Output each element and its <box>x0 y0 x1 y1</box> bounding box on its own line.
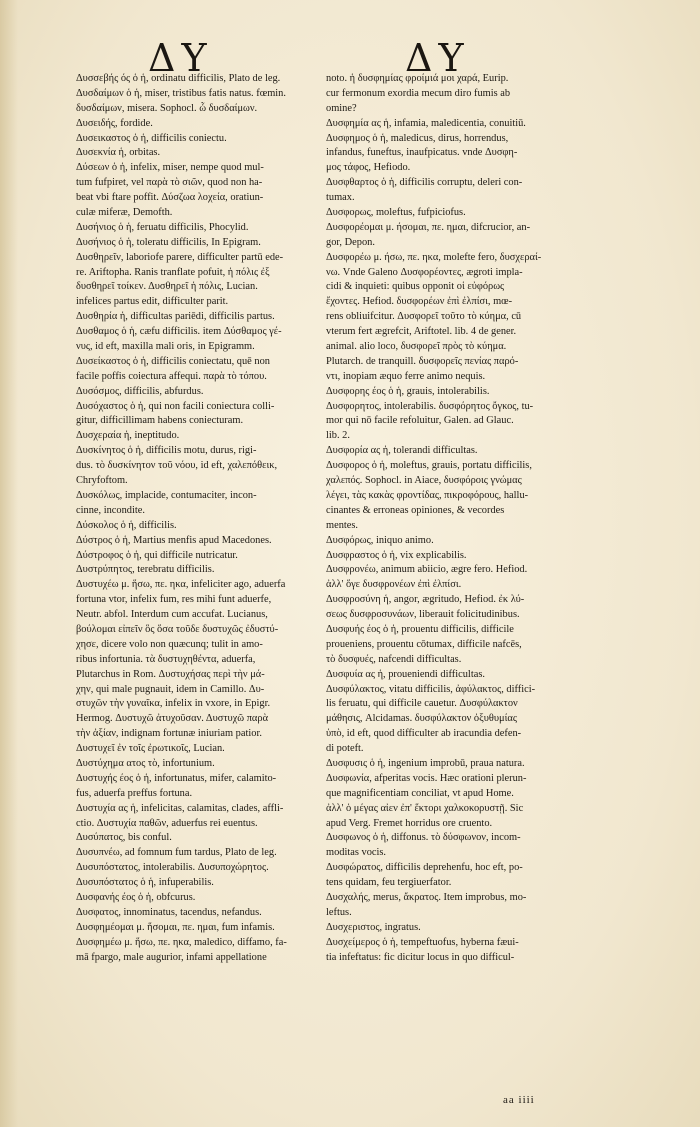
dictionary-line: lib. 2. <box>326 430 350 442</box>
dictionary-line: Neutr. abfol. Interdum cum accufat. Lucianus, <box>76 609 268 621</box>
dictionary-line: leftus. <box>326 906 352 918</box>
dictionary-line: beat vbi ftare poffit. Δύσζωα λοχεία, oratiun- <box>76 192 264 204</box>
dictionary-line: Δυσφημέομαι μ. ἥσομαι, πε. ημαι, fum infamis. <box>76 921 275 933</box>
dictionary-line: apud Verg. Fremet horridus ore cruento. <box>326 817 493 829</box>
dictionary-line: tia infeftatus: fic dicitur locus in quo difficul- <box>326 951 515 963</box>
dictionary-line: Δυσχείμερος ὁ ἡ, tempeftuofus, hyberna fæui- <box>326 936 519 948</box>
dictionary-line: cinne, incondite. <box>76 504 145 516</box>
dictionary-line: Δυσφραστος ὁ ἡ, vix explicabilis. <box>326 549 467 561</box>
dictionary-line: λέγει, τὰς κακὰς φροντίδας, πικροφόρους, hallu- <box>326 489 529 501</box>
dictionary-line: vterum fert ægrefcit, Ariftotel. lib. 4 de gener. <box>326 326 517 338</box>
dictionary-line: tum fufpiret, vel παρὰ τὸ σιῶν, quod non ha- <box>76 177 263 189</box>
dictionary-line: Δυσυπόστατος ὁ ἡ, infuperabilis. <box>76 877 214 889</box>
running-head-left: ΔΥ <box>148 36 213 80</box>
dictionary-line: Δύστροφος ὁ ἡ, qui difficile nutricatur. <box>76 549 238 561</box>
dictionary-line: que magnificentiam conciliat, vt apud Home. <box>326 787 514 799</box>
dictionary-line: Δυσφθαρτος ὁ ἡ, difficilis corruptu, deleri con- <box>326 177 523 189</box>
dictionary-line: Δυσειδής, fordide. <box>76 117 153 129</box>
dictionary-line: Δυσφορέω μ. ήσω, πε. ηκα, molefte fero, δυσχεραί- <box>326 251 542 263</box>
dictionary-line: proueniens, prouentu cōtumax, difficile nafcēs, <box>326 638 522 650</box>
dictionary-line: Δυστυχεῖ ἐν τοῖς ἐρωτικοῖς, Lucian. <box>76 743 225 755</box>
dictionary-line: mor qui nō facile refoluitur, Galen. ad Glauc. <box>326 415 514 427</box>
dictionary-line: culæ miferæ, Demofth. <box>76 207 173 219</box>
dictionary-line: Δυσφωνος ὁ ἡ, diffonus. τὸ δύσφωνον, incom- <box>326 832 521 844</box>
dictionary-line: Plutarch. de tranquill. δυσφορεῖς πενίας παρό- <box>326 355 519 367</box>
dictionary-line: Δυσφορης έος ὁ ἡ, grauis, intolerabilis. <box>326 385 490 397</box>
running-head-right: ΔΥ <box>405 36 470 80</box>
dictionary-line: δυσδαίμων, misera. Sophocl. ὦ δυσδαίμων. <box>76 102 258 114</box>
dictionary-line: Δυσφορέομαι μ. ήσομαι, πε. ημαι, difcrucior, an- <box>326 221 531 233</box>
dictionary-line: Chryfoftom. <box>76 475 128 487</box>
dictionary-line: Δύσεων ὁ ἡ, infelix, miser, nempe quod mul- <box>76 162 264 174</box>
dictionary-line: Δυσυπόστατος, intolerabilis. Δυσυποχώρητος. <box>76 862 269 874</box>
dictionary-line: fus, aduerfa preffus fortuna. <box>76 787 193 799</box>
dictionary-line: στυχῶν τὴν γυναῖκα, infelix in vxore, in Epigr. <box>76 698 271 710</box>
dictionary-line: Δυσφορος ὁ ἡ, moleftus, grauis, portatu difficilis, <box>326 460 532 472</box>
dictionary-line: Δυσεικαστος ὁ ἡ, difficilis coniectu. <box>76 132 227 144</box>
dictionary-line: Δυσχεριστος, ingratus. <box>326 921 421 933</box>
dictionary-line: Δυσχαλής, merus, ἄκρατος. Item improbus, mo- <box>326 891 527 903</box>
dictionary-line: Δυσθηρεῖν, laboriofe parere, difficulter partū ede- <box>76 251 284 263</box>
dictionary-line: Hermog. Δυστυχῶ ἀτυχοῦσαν. Δυστυχῶ παρὰ <box>76 713 269 725</box>
dictionary-line: Δυσφημία ας ἡ, infamia, maledicentia, conuitiū. <box>326 117 526 129</box>
dictionary-line: cinantes & erroneas opiniones, & vecordes <box>326 504 505 516</box>
dictionary-line: Δυσφανής έος ὁ ἡ, obfcurus. <box>76 891 196 903</box>
dictionary-line: ἀλλ' ὅγε δυσφρονέων ἐπὶ ἐλπίσι. <box>326 579 462 591</box>
dictionary-line: χην, qui male pugnauit, idem in Camillo. Δυ- <box>76 683 265 695</box>
dictionary-line: cidi & inquieti: quibus opponit οἱ εὐφόρως <box>326 281 505 293</box>
dictionary-line: Δυστρύπητος, terebratu difficilis. <box>76 564 215 576</box>
dictionary-line: gor, Depon. <box>326 236 375 248</box>
dictionary-line: Δυσύπατος, bis conful. <box>76 832 172 844</box>
dictionary-line: μάθησις, Alcidamas. δυσφύλακτον ὀξυθυμίας <box>326 713 517 725</box>
dictionary-line: Δυσήνιος ὁ ἡ, toleratu difficilis, In Epigram. <box>76 236 261 248</box>
dictionary-line: Δυσφατος, innominatus, tacendus, nefandus. <box>76 906 262 918</box>
dictionary-line: Δυσεκνία ἡ, orbitas. <box>76 147 161 159</box>
dictionary-line: Δυσφημέω μ. ἥσω, πε. ηκα, maledico, diffamo, fa- <box>76 936 287 948</box>
dictionary-line: Δυστυχία ας ἡ, infelicitas, calamitas, clades, affli- <box>76 802 284 814</box>
dictionary-line: mentes. <box>326 519 359 531</box>
dictionary-line: Δυσφωνία, afperitas vocis. Hæc orationi plerun- <box>326 772 527 784</box>
dictionary-line: Δυσφημος ὁ ἡ, maledicus, dirus, horrendus, <box>326 132 509 144</box>
dictionary-line: σεως δυσφροσυνάων, liberauit folicitudinibus. <box>326 609 520 621</box>
dictionary-line: νυς, id eft, maxilla mali oris, in Epigramm. <box>76 341 255 353</box>
dictionary-line: omine? <box>326 102 357 114</box>
dictionary-line: Δυστύχημα ατος τὸ, infortunium. <box>76 757 215 769</box>
dictionary-line: Δυστυχέω μ. ἥσω, πε. ηκα, infeliciter ago, aduerfa <box>76 579 286 591</box>
dictionary-line: Δυσφύλακτος, vitatu difficilis, ἀφύλακτος, diffici- <box>326 683 536 695</box>
dictionary-line: χαλεπός. Sophocl. in Aiace, δυσφόροις γνώμας <box>326 475 522 487</box>
dictionary-line: Δυσθαμος ὁ ἡ, cæfu difficilis. item Δύσθαμος γέ- <box>76 326 282 338</box>
left-column <box>76 72 326 965</box>
dictionary-line: ἔχοντες. Hefiod. δυσφορέων ἐπὶ ἐλπίσι, mœ- <box>326 296 513 308</box>
dictionary-line: moditas vocis. <box>326 847 387 859</box>
signature-mark: aa iiii <box>503 1094 535 1106</box>
dictionary-line: τὴν ἀξίαν, indignam fortunæ iniuriam patior. <box>76 728 262 740</box>
dictionary-line: ribus infortunia. τὰ δυστυχηθέντα, aduerfa, <box>76 653 256 665</box>
dictionary-line: Δυσκίνητος ὁ ἡ, difficilis motu, durus, rigi- <box>76 445 257 457</box>
dictionary-line: τὸ δυσφυές, nafcendi difficultas. <box>326 653 462 665</box>
dictionary-line: lis feruatu, qui difficile cauetur. Δυσφύλακτον <box>326 698 518 710</box>
dictionary-line: δυσθηρεῖ τοίκεν. Δυσθηρεῖ ἡ πόλις, Lucian. <box>76 281 258 293</box>
dictionary-line: Δυσυπνέω, ad fomnum fum tardus, Plato de leg. <box>76 847 277 859</box>
dictionary-line: ντι, inopiam æquo ferre animo nequis. <box>326 370 486 382</box>
dictionary-line: Δυστυχής έος ὁ ἡ, infortunatus, mifer, calamito- <box>76 772 277 784</box>
dictionary-line: Δυσφώρατος, difficilis deprehenfu, hoc eft, po- <box>326 862 523 874</box>
dictionary-line: μος τάφος, Hefiodo. <box>326 162 411 174</box>
dictionary-line: cur fermonum exordia mecum diro fumis ab <box>326 87 511 99</box>
dictionary-line: Δυσόσμος, difficilis, abfurdus. <box>76 385 204 397</box>
dictionary-line: χησε, dicere volo non quæcunq; tulit in amo- <box>76 638 263 650</box>
dictionary-line: Δυσφορητος, intolerabilis. δυσφόρητος ὄγκος, tu- <box>326 400 534 412</box>
dictionary-line: Δυσφορως, moleftus, fufpiciofus. <box>326 207 466 219</box>
dictionary-line: Δυσφυία ας ἡ, proueniendi difficultas. <box>326 668 485 680</box>
dictionary-line: dus. τὸ δυσκίνητον τοῦ νόου, id eft, χαλεπόθεικ, <box>76 460 278 472</box>
right-column <box>326 72 596 965</box>
dictionary-line: βούλομαι εἰπεῖν ὃς ὅσα τοῦδε δυστυχῶς ἐδυστύ- <box>76 623 279 635</box>
dictionary-line: Δυσθηρία ἡ, difficultas pariēdi, difficilis partus. <box>76 311 275 323</box>
dictionary-line: noto. ἡ δυσφημίας φροίμιά μοι χαρά, Eurip. <box>326 73 509 84</box>
dictionary-line: Δυσφρονέω, animum abiicio, ægre fero. Hefiod. <box>326 564 528 576</box>
page-gutter-shadow <box>0 0 18 1127</box>
dictionary-line: Δυσήνιος ὁ ἡ, feruatu difficilis, Phocylid. <box>76 221 249 233</box>
dictionary-line: Δυσφορία ας ἡ, tolerandi difficultas. <box>326 445 478 457</box>
dictionary-line: Δύσκολος ὁ ἡ, difficilis. <box>76 519 177 531</box>
dictionary-line: Δυσφυσις ὁ ἡ, ingenium improbū, praua natura. <box>326 757 525 769</box>
dictionary-line: Δυσφροσύνη ἡ, angor, ægritudo, Hefiod. ἐκ λύ- <box>326 594 525 606</box>
dictionary-line: rens obliuifcitur. Δυσφορεῖ τοῦτο τὸ κύημα, cū <box>326 311 522 323</box>
dictionary-line: animal. alio loco, δυσφορεῖ πρὸς τὸ κύημα. <box>326 341 507 353</box>
dictionary-line: Δύστρος ὁ ἡ, Martius menfis apud Macedones. <box>76 534 272 546</box>
dictionary-line: Δυσφυής έος ὁ ἡ, prouentu difficilis, difficile <box>326 623 514 635</box>
dictionary-line: Δυσχεραία ἡ, ineptitudo. <box>76 430 180 442</box>
dictionary-line: Δυσφόρως, iniquo animo. <box>326 534 434 546</box>
dictionary-line: Δυσκόλως, implacide, contumaciter, incon- <box>76 489 257 501</box>
dictionary-line: Plutarchus in Rom. Δυστυχήσας περὶ τὴν μά- <box>76 668 265 680</box>
dictionary-line: Δυσείκαστος ὁ ἡ, difficilis coniectatu, quē non <box>76 355 270 367</box>
dictionary-line: gitur, difficillimam habens coniecturam. <box>76 415 244 427</box>
dictionary-line: ἀλλ' ὁ μέγας αἰεν ἐπ' ἕκτορι χαλκοκορυστῇ. Sic <box>326 802 524 814</box>
dictionary-line: mā fpargo, male augurior, infami appellatione <box>76 951 267 963</box>
dictionary-line: infandus, funeftus, inaufpicatus. vnde Δυσφη- <box>326 147 518 159</box>
dictionary-line: Δυσδαίμων ὁ ἡ, miser, tristibus fatis natus. fœmin. <box>76 87 286 99</box>
dictionary-line: ὑπὸ, id eft, quod difficulter ab iracundia defen- <box>326 728 522 740</box>
dictionary-line: infelices partus edit, difficulter parit. <box>76 296 229 308</box>
dictionary-line: fortuna vtor, infelix fum, res mihi funt aduerfe, <box>76 594 272 606</box>
dictionary-line: tens quidam, feu tergiuerfator. <box>326 877 452 889</box>
dictionary-line: tumax. <box>326 192 355 204</box>
dictionary-line: re. Ariftopha. Ranis tranflate pofuit, ἡ πόλις ἐξ <box>76 266 270 278</box>
dictionary-line: facile poffis coiectura affequi. παρὰ τὸ τόπου. <box>76 370 267 382</box>
dictionary-line: ctio. Δυστυχία παθῶν, aduerfus rei euentus. <box>76 817 258 829</box>
dictionary-line: Δυσσεβής ός ὁ ἡ, ordinatu difficilis, Plato de leg. <box>76 73 281 84</box>
dictionary-line: νω. Vnde Galeno Δυσφορέοντες, ægroti impla- <box>326 266 523 278</box>
dictionary-line: Δυσόχαστος ὁ ἡ, qui non facili coniectura colli- <box>76 400 275 412</box>
dictionary-line: di poteft. <box>326 743 364 755</box>
